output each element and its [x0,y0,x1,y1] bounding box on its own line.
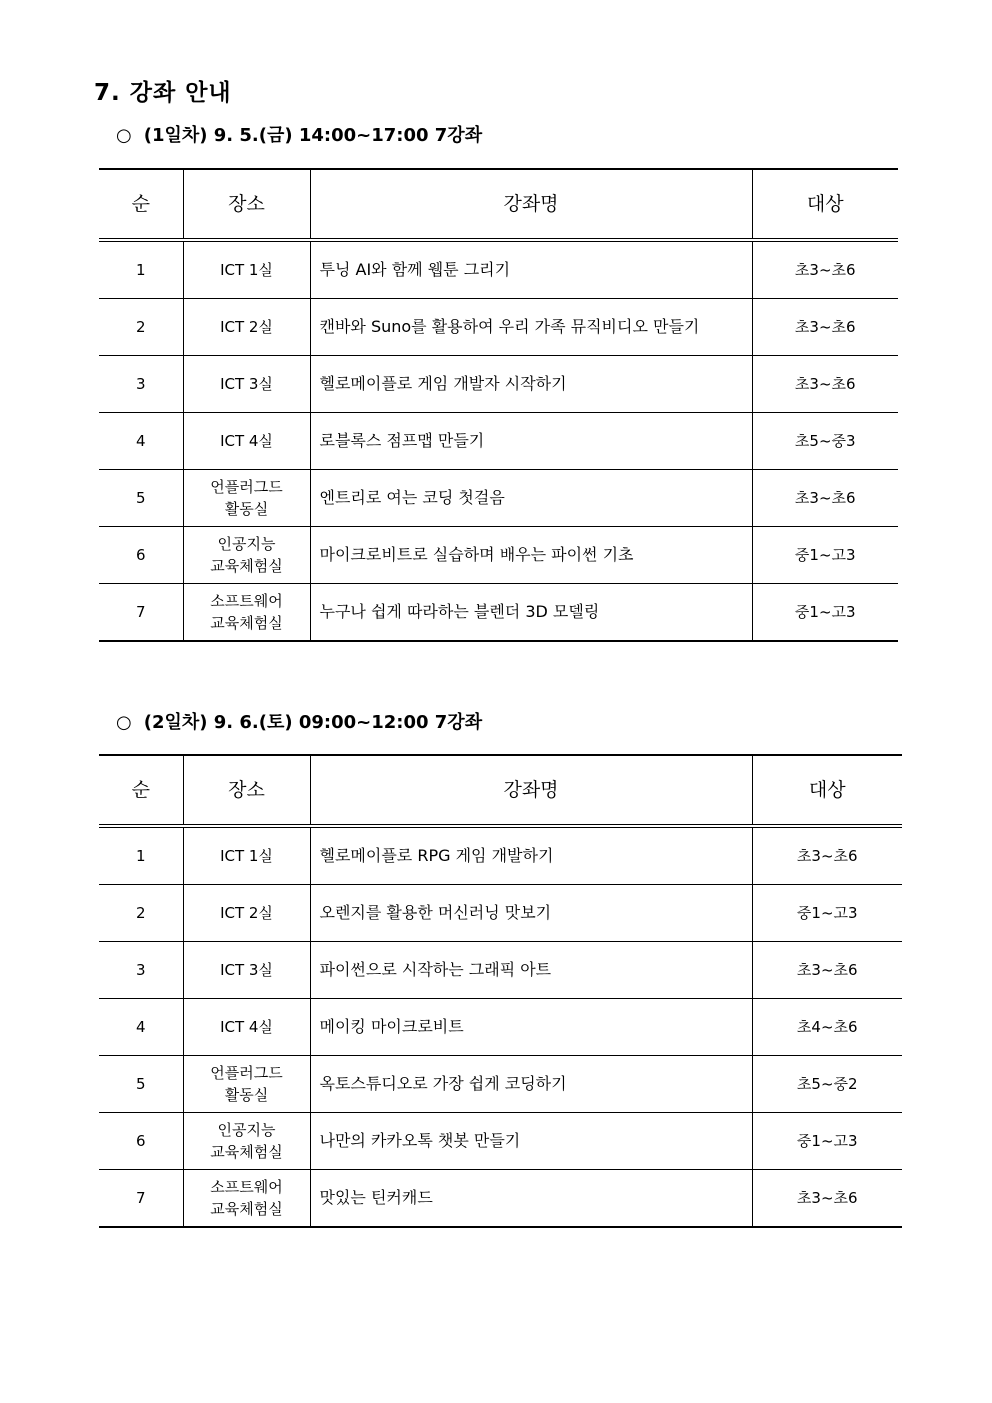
row-place [183,240,310,299]
circle-bullet-icon: ○ [116,125,132,146]
row-number: 5 [99,1056,183,1113]
row-number: 1 [99,826,183,885]
row-target: 초5~중2 [752,1056,902,1113]
day-2-heading-text: (2일차) 9. 6.(토) 09:00~12:00 7강좌 [143,712,483,733]
day-2-course-table [99,754,902,1228]
row-target: 초4~초6 [752,999,902,1056]
table-row [99,1170,902,1228]
table-row [99,1056,902,1113]
place-line: ICT 2실 [220,318,273,336]
table-header-row [99,169,898,240]
circle-bullet-icon: ○ [116,712,132,733]
table-row [99,885,902,942]
row-target: 초3~초6 [752,942,902,999]
table-row [99,826,902,885]
row-place [183,527,310,584]
row-course-title: 옥토스튜디오로 가장 쉽게 코딩하기 [310,1056,752,1113]
row-place [183,942,310,999]
row-course-title: 누구나 쉽게 따라하는 블렌더 3D 모델링 [310,584,752,642]
row-number: 3 [99,942,183,999]
table-row [99,584,898,642]
row-target: 초3~초6 [752,240,898,299]
row-course-title: 헬로메이플로 RPG 게임 개발하기 [310,826,752,885]
row-target: 초5~중3 [752,413,898,470]
day-1-rows [99,240,898,641]
place-line: 교육체험실 [210,1143,283,1161]
row-number: 4 [99,413,183,470]
table-row [99,356,898,413]
header-title: 강좌명 [310,169,752,240]
row-target: 초3~초6 [752,356,898,413]
table-row [99,999,902,1056]
row-place [183,356,310,413]
place-line: ICT 2실 [220,904,273,922]
day-1-course-table [99,168,898,642]
day-1-heading-text: (1일차) 9. 5.(금) 14:00~17:00 7강좌 [143,125,483,146]
row-number: 4 [99,999,183,1056]
place-line: 언플러그드 [210,478,283,496]
row-target: 중1~고3 [752,527,898,584]
row-number: 2 [99,299,183,356]
row-number: 7 [99,584,183,642]
row-target: 초3~초6 [752,299,898,356]
row-course-title: 투닝 AI와 함께 웹툰 그리기 [310,240,752,299]
header-place: 장소 [183,169,310,240]
place-line: ICT 1실 [220,261,273,279]
row-place [183,470,310,527]
row-number: 1 [99,240,183,299]
row-place [183,885,310,942]
place-line: 인공지능 [217,535,276,553]
row-place [183,1056,310,1113]
row-target: 중1~고3 [752,584,898,642]
row-number: 7 [99,1170,183,1228]
day-2-rows [99,826,902,1227]
place-line: ICT 4실 [220,1018,273,1036]
place-line: 활동실 [224,1086,269,1104]
row-place [183,826,310,885]
place-line: 교육체험실 [210,1200,283,1218]
page-title: 7. 강좌 안내 [94,80,232,106]
table-row [99,942,902,999]
place-line: 활동실 [224,500,269,518]
row-number: 2 [99,885,183,942]
place-line: 소프트웨어 [210,1178,283,1196]
table-row [99,299,898,356]
table-row [99,240,898,299]
row-number: 6 [99,527,183,584]
place-line: 소프트웨어 [210,592,283,610]
row-target: 초3~초6 [752,826,902,885]
table-row [99,527,898,584]
table-row [99,470,898,527]
row-course-title: 맛있는 틴커캐드 [310,1170,752,1228]
table-row [99,413,898,470]
place-line: 언플러그드 [210,1064,283,1082]
header-title: 강좌명 [310,755,752,826]
header-target: 대상 [752,169,898,240]
place-line: 인공지능 [217,1121,276,1139]
table-header-row [99,755,902,826]
row-course-title: 메이킹 마이크로비트 [310,999,752,1056]
row-course-title: 엔트리로 여는 코딩 첫걸음 [310,470,752,527]
row-course-title: 캔바와 Suno를 활용하여 우리 가족 뮤직비디오 만들기 [310,299,752,356]
header-target: 대상 [752,755,902,826]
row-place [183,1113,310,1170]
row-target: 중1~고3 [752,885,902,942]
place-line: ICT 1실 [220,847,273,865]
place-line: 교육체험실 [210,557,283,575]
row-course-title: 파이썬으로 시작하는 그래픽 아트 [310,942,752,999]
row-course-title: 마이크로비트로 실습하며 배우는 파이썬 기초 [310,527,752,584]
header-no: 순 [99,755,183,826]
place-line: ICT 4실 [220,432,273,450]
row-number: 6 [99,1113,183,1170]
header-no: 순 [99,169,183,240]
row-course-title: 로블록스 점프맵 만들기 [310,413,752,470]
row-number: 5 [99,470,183,527]
row-target: 초3~초6 [752,470,898,527]
row-target: 중1~고3 [752,1113,902,1170]
row-place [183,413,310,470]
row-course-title: 오렌지를 활용한 머신러닝 맛보기 [310,885,752,942]
row-place [183,999,310,1056]
place-line: ICT 3실 [220,961,273,979]
row-place [183,299,310,356]
header-place: 장소 [183,755,310,826]
place-line: 교육체험실 [210,614,283,632]
row-target: 초3~초6 [752,1170,902,1228]
row-number: 3 [99,356,183,413]
row-course-title: 헬로메이플로 게임 개발자 시작하기 [310,356,752,413]
place-line: ICT 3실 [220,375,273,393]
day-2-heading [116,708,482,734]
day-1-heading [116,121,482,147]
table-row [99,1113,902,1170]
row-course-title: 나만의 카카오톡 챗봇 만들기 [310,1113,752,1170]
row-place [183,584,310,642]
row-place [183,1170,310,1228]
